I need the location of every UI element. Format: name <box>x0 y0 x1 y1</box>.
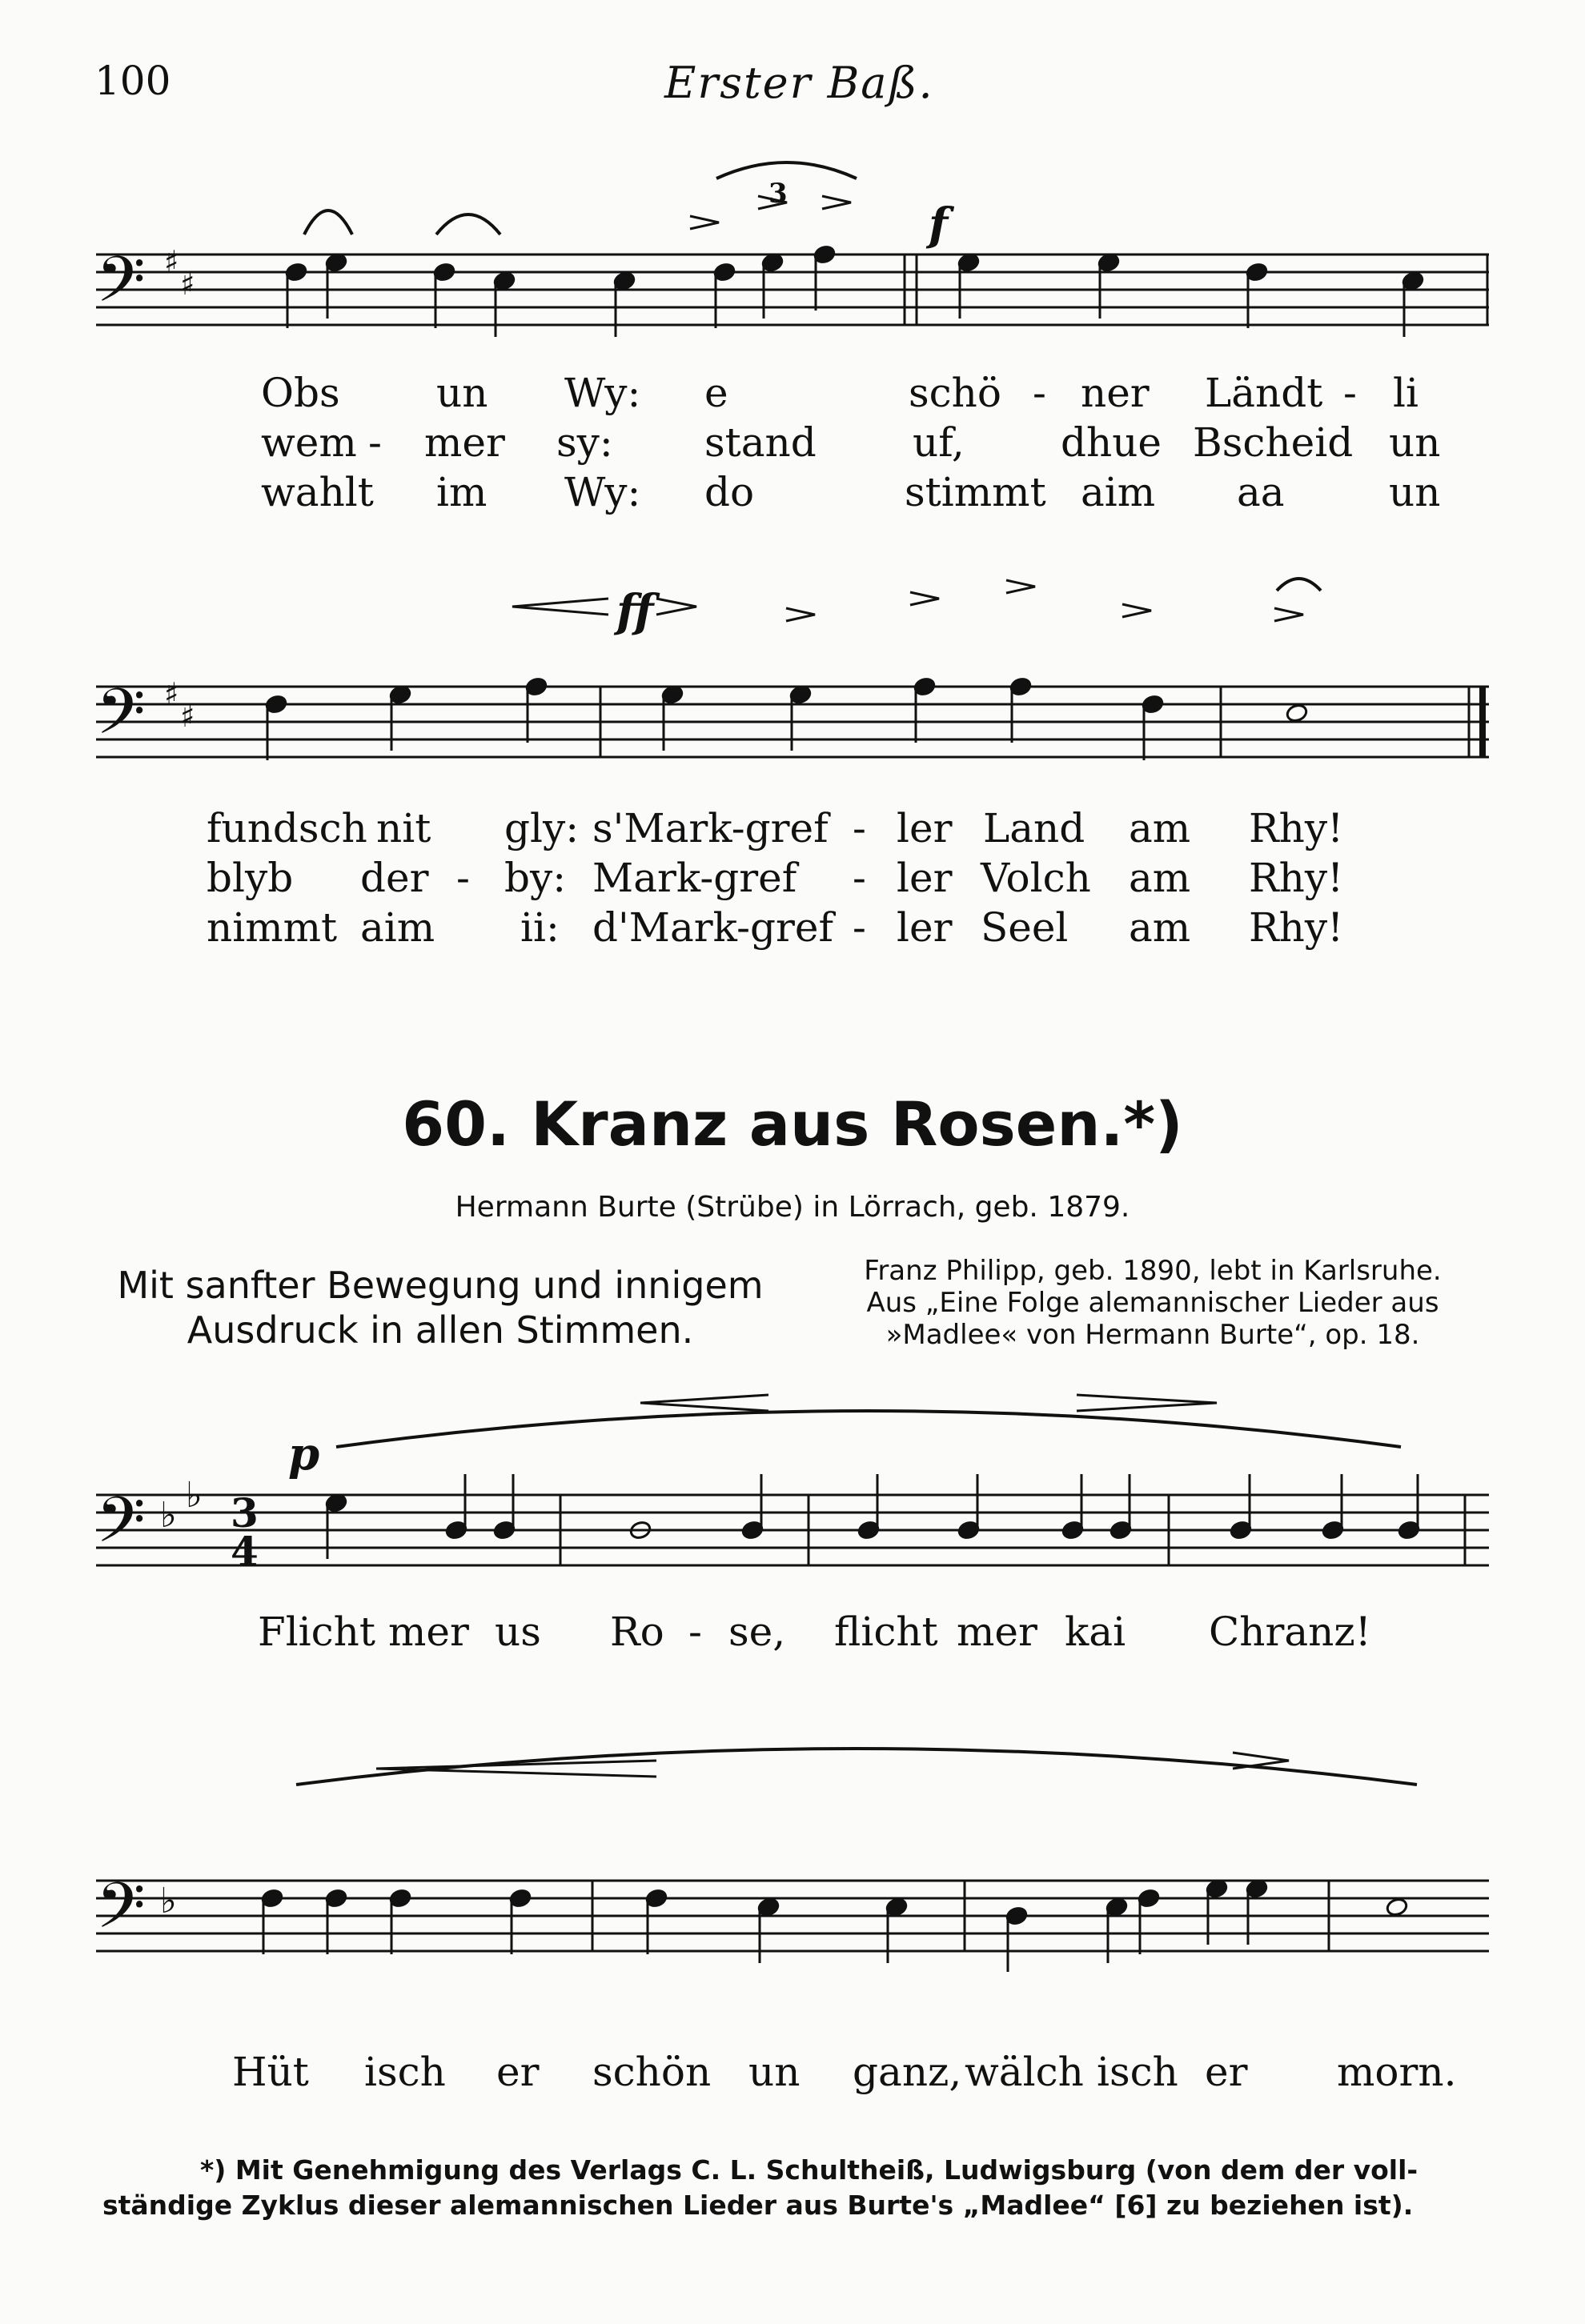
time-signature-bottom: 4 <box>231 1528 259 1575</box>
lyrics-system2-verse2 <box>0 855 1585 903</box>
lyric: wem <box>261 419 357 466</box>
crescendo-hairpin <box>640 1395 768 1411</box>
lyric: ii: <box>520 904 560 951</box>
composer-line: Franz Philipp, geb. 1890, lebt in Karlsruhe. <box>864 1255 1442 1287</box>
lyric: li <box>1393 370 1418 416</box>
lyric: am <box>1129 805 1191 851</box>
slur <box>436 214 500 234</box>
note-head <box>1386 1897 1409 1917</box>
lyric: - <box>853 904 866 951</box>
time-signature-top: 3 <box>231 1489 259 1537</box>
flat-sign: ♭ <box>160 1881 177 1921</box>
lyric: Ro <box>610 1609 664 1655</box>
lyric: Chranz! <box>1209 1609 1371 1655</box>
accent-mark <box>822 196 851 209</box>
lyric: Flicht <box>258 1609 375 1655</box>
footnote-line: *) Mit Genehmigung des Verlags C. L. Schultheiß, Ludwigsburg (von dem der voll- <box>200 2154 1418 2186</box>
lyric: am <box>1129 904 1191 951</box>
decrescendo-hairpin <box>656 599 696 615</box>
lyric: - <box>1343 370 1357 416</box>
lyrics-system2-verse1 <box>0 805 1585 853</box>
lyric: s'Mark-gref <box>592 805 829 851</box>
lyric: ganz, <box>853 2049 962 2095</box>
lyric: e <box>704 370 728 416</box>
lyric: blyb <box>207 855 294 901</box>
lyric: Seel <box>981 904 1069 951</box>
lyric: schö <box>909 370 1001 416</box>
decrescendo-hairpin <box>1077 1395 1217 1411</box>
accent-mark <box>910 592 939 605</box>
lyric: mer <box>957 1609 1037 1655</box>
lyric: Hüt <box>232 2049 309 2095</box>
lyric: un <box>748 2049 801 2095</box>
bass-clef: 𝄢 <box>96 242 146 332</box>
lyric: - <box>688 1609 702 1655</box>
bass-clef: 𝄢 <box>96 1869 146 1958</box>
lyrics-system4 <box>0 2049 1585 2097</box>
sharp-sign: ♯ <box>180 699 195 734</box>
lyric: Ländt <box>1205 370 1323 416</box>
slur <box>304 210 352 234</box>
accent-mark <box>690 216 719 229</box>
lyric: - <box>456 855 470 901</box>
composer-credit <box>809 1255 1497 1351</box>
lyric: uf, <box>913 419 965 466</box>
lyrics-system1-verse2 <box>0 419 1585 467</box>
lyric: Wy: <box>564 469 641 515</box>
lyrics-system1-verse1 <box>0 370 1585 418</box>
lyric: gly: <box>504 805 580 851</box>
lyric: am <box>1129 855 1191 901</box>
lyric: Bscheid <box>1193 419 1354 466</box>
flat-sign: ♭ <box>186 1475 203 1516</box>
accent-mark <box>786 608 815 621</box>
lyric: - <box>853 805 866 851</box>
lyric: dhue <box>1061 419 1162 466</box>
lyric: mer <box>424 419 505 466</box>
lyric: un <box>1389 469 1441 515</box>
lyric: flicht <box>834 1609 938 1655</box>
lyric: - <box>853 855 866 901</box>
note-head <box>1286 703 1309 723</box>
lyric: Rhy! <box>1249 855 1344 901</box>
lyric: ler <box>897 805 953 851</box>
tempo-marking <box>88 1263 792 1352</box>
lyric: sy: <box>556 419 613 466</box>
lyric: der <box>360 855 429 901</box>
lyric: ner <box>1081 370 1150 416</box>
sharp-sign: ♯ <box>164 244 179 279</box>
crescendo-hairpin <box>512 599 608 615</box>
lyric: by: <box>504 855 567 901</box>
lyric: - <box>368 419 382 466</box>
lyrics-system3 <box>0 1609 1585 1657</box>
dynamic-forte: f <box>929 198 949 251</box>
lyric: stimmt <box>905 469 1046 515</box>
slur <box>716 162 857 178</box>
lyric: - <box>1033 370 1046 416</box>
accent-mark <box>1122 604 1151 617</box>
lyric: Rhy! <box>1249 904 1344 951</box>
lyric: er <box>496 2049 540 2095</box>
lyric: un <box>436 370 488 416</box>
lyric: nit <box>376 805 431 851</box>
lyric: Obs <box>261 370 340 416</box>
lyric: Land <box>983 805 1085 851</box>
triplet-number: 3 <box>768 178 788 210</box>
lyrics-system1-verse3 <box>0 469 1585 517</box>
lyric: Rhy! <box>1249 805 1344 851</box>
song-title: 60. Kranz aus Rosen.*) <box>402 1088 1183 1160</box>
lyric: aa <box>1237 469 1285 515</box>
lyric: fundsch <box>207 805 367 851</box>
lyric: er <box>1205 2049 1248 2095</box>
lyric: isch <box>1097 2049 1178 2095</box>
page-number: 100 <box>94 58 171 104</box>
composer-line: »Madlee« von Hermann Burte“, op. 18. <box>885 1319 1420 1351</box>
bass-clef: 𝄢 <box>96 1483 146 1573</box>
flat-sign: ♭ <box>160 1495 177 1536</box>
sharp-sign: ♯ <box>164 676 179 711</box>
lyric: kai <box>1065 1609 1126 1655</box>
composer-line: Aus „Eine Folge alemannischer Lieder aus <box>866 1287 1439 1319</box>
lyric: nimmt <box>207 904 338 951</box>
lyric: ler <box>897 855 953 901</box>
phrase-slur <box>336 1411 1401 1447</box>
lyric: un <box>1389 419 1441 466</box>
part-title: Erster Baß. <box>664 58 934 108</box>
lyric: morn. <box>1337 2049 1457 2095</box>
footnote-line: ständige Zyklus dieser alemannischen Lieder aus Burte's „Madlee“ [6] zu beziehen ist). <box>102 2190 1414 2221</box>
lyric: aim <box>360 904 435 951</box>
dynamic-piano: p <box>288 1428 320 1481</box>
accent-mark <box>1006 580 1035 593</box>
lyric: Volch <box>981 855 1091 901</box>
lyric: mer <box>388 1609 469 1655</box>
lyric: im <box>436 469 488 515</box>
tempo-line: Ausdruck in allen Stimmen. <box>187 1308 694 1352</box>
poet-credit: Hermann Burte (Strübe) in Lörrach, geb. 1879. <box>455 1191 1130 1224</box>
lyric: ler <box>897 904 953 951</box>
lyric: wälch <box>965 2049 1084 2095</box>
footnote <box>102 2153 1497 2223</box>
lyric: Wy: <box>564 370 641 416</box>
sharp-sign: ♯ <box>180 266 195 302</box>
lyric: schön <box>592 2049 712 2095</box>
lyric: Mark-gref <box>592 855 797 901</box>
lyric: do <box>704 469 755 515</box>
accent-mark <box>1274 608 1303 621</box>
lyric: wahlt <box>261 469 374 515</box>
lyric: us <box>495 1609 541 1655</box>
lyric: isch <box>364 2049 446 2095</box>
dynamic-fortissimo: ff <box>616 585 654 638</box>
lyric: se, <box>728 1609 786 1655</box>
bass-clef: 𝄢 <box>96 675 146 764</box>
tempo-line: Mit sanfter Bewegung und innigem <box>117 1264 764 1307</box>
lyric: stand <box>704 419 817 466</box>
lyrics-system2-verse3 <box>0 904 1585 952</box>
lyric: aim <box>1081 469 1156 515</box>
fermata <box>1277 579 1321 591</box>
lyric: d'Mark-gref <box>592 904 833 951</box>
